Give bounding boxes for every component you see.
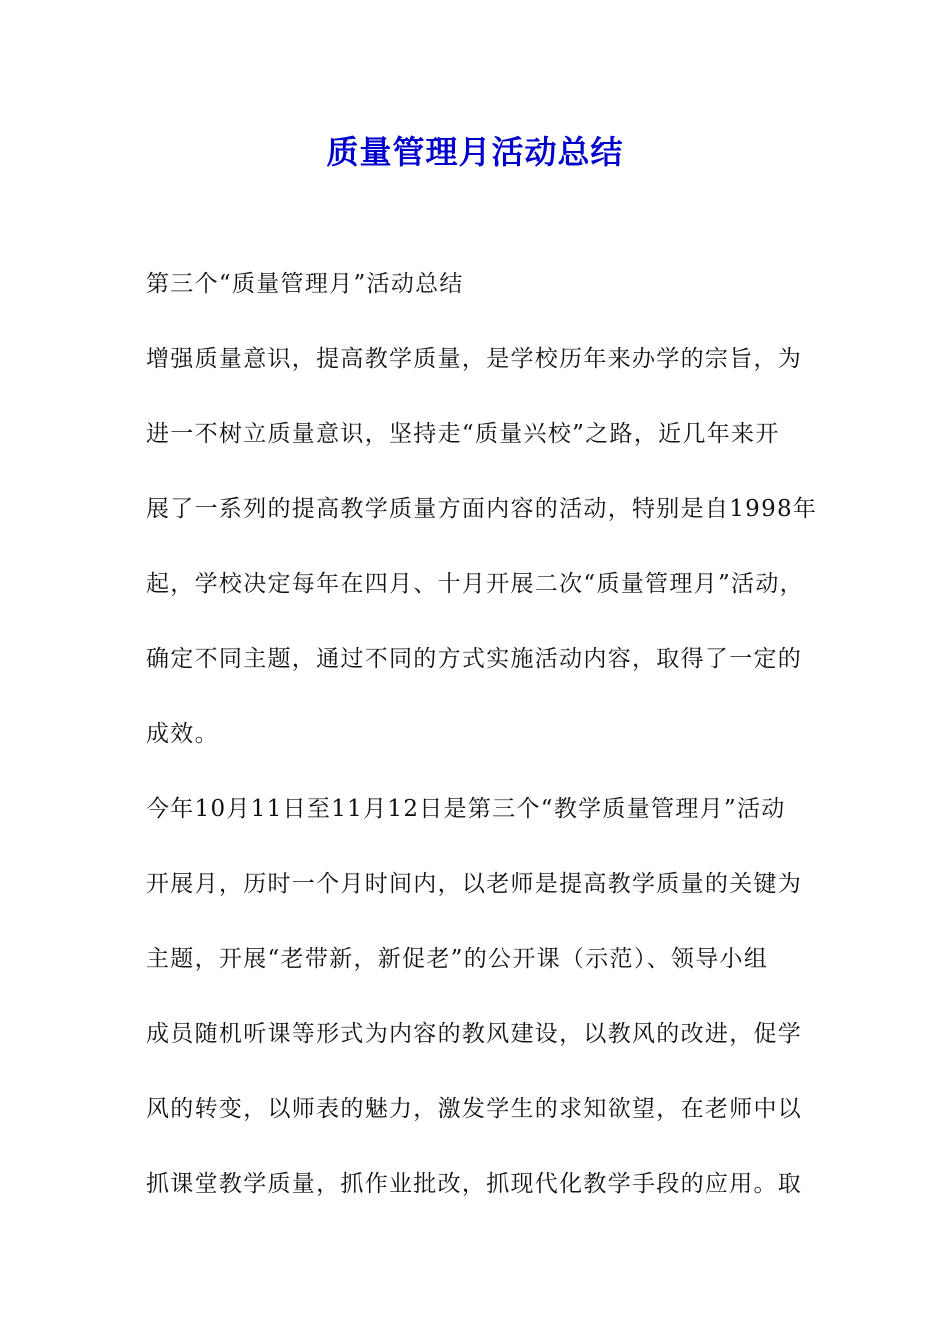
document-body xyxy=(146,264,818,1239)
text-line: 展了一系列的提高教学质量方面内容的活动，特别是自1998年 xyxy=(146,496,818,522)
text-line: 第三个“质量管理月”活动总结 xyxy=(146,271,464,297)
text-line: 起，学校决定每年在四月、十月开展二次“质量管理月”活动， xyxy=(146,571,804,597)
text-line: 进一不树立质量意识，坚持走“质量兴校”之路，近几年来开 xyxy=(146,421,780,447)
document-title: 质量管理月活动总结 xyxy=(326,133,624,171)
text-line: 今年10月11日至11月12日是第三个“教学质量管理月”活动 xyxy=(146,796,786,822)
text-line: 增强质量意识，提高教学质量，是学校历年来办学的宗旨，为 xyxy=(146,346,803,372)
text-line: 成效。 xyxy=(146,721,219,747)
text-line: 抓课堂教学质量，抓作业批改，抓现代化教学手段的应用。取 xyxy=(146,1171,803,1197)
text-line: 成员随机听课等形式为内容的教风建设，以教风的改进，促学 xyxy=(146,1021,803,1047)
text-line: 主题，开展“老带新，新促老”的公开课（示范）、领导小组 xyxy=(146,946,769,972)
text-line: 确定不同主题，通过不同的方式实施活动内容，取得了一定的 xyxy=(146,646,803,672)
text-line: 开展月，历时一个月时间内，以老师是提高教学质量的关键为 xyxy=(146,871,803,897)
text-line: 风的转变，以师表的魅力，激发学生的求知欲望，在老师中以 xyxy=(146,1096,803,1122)
